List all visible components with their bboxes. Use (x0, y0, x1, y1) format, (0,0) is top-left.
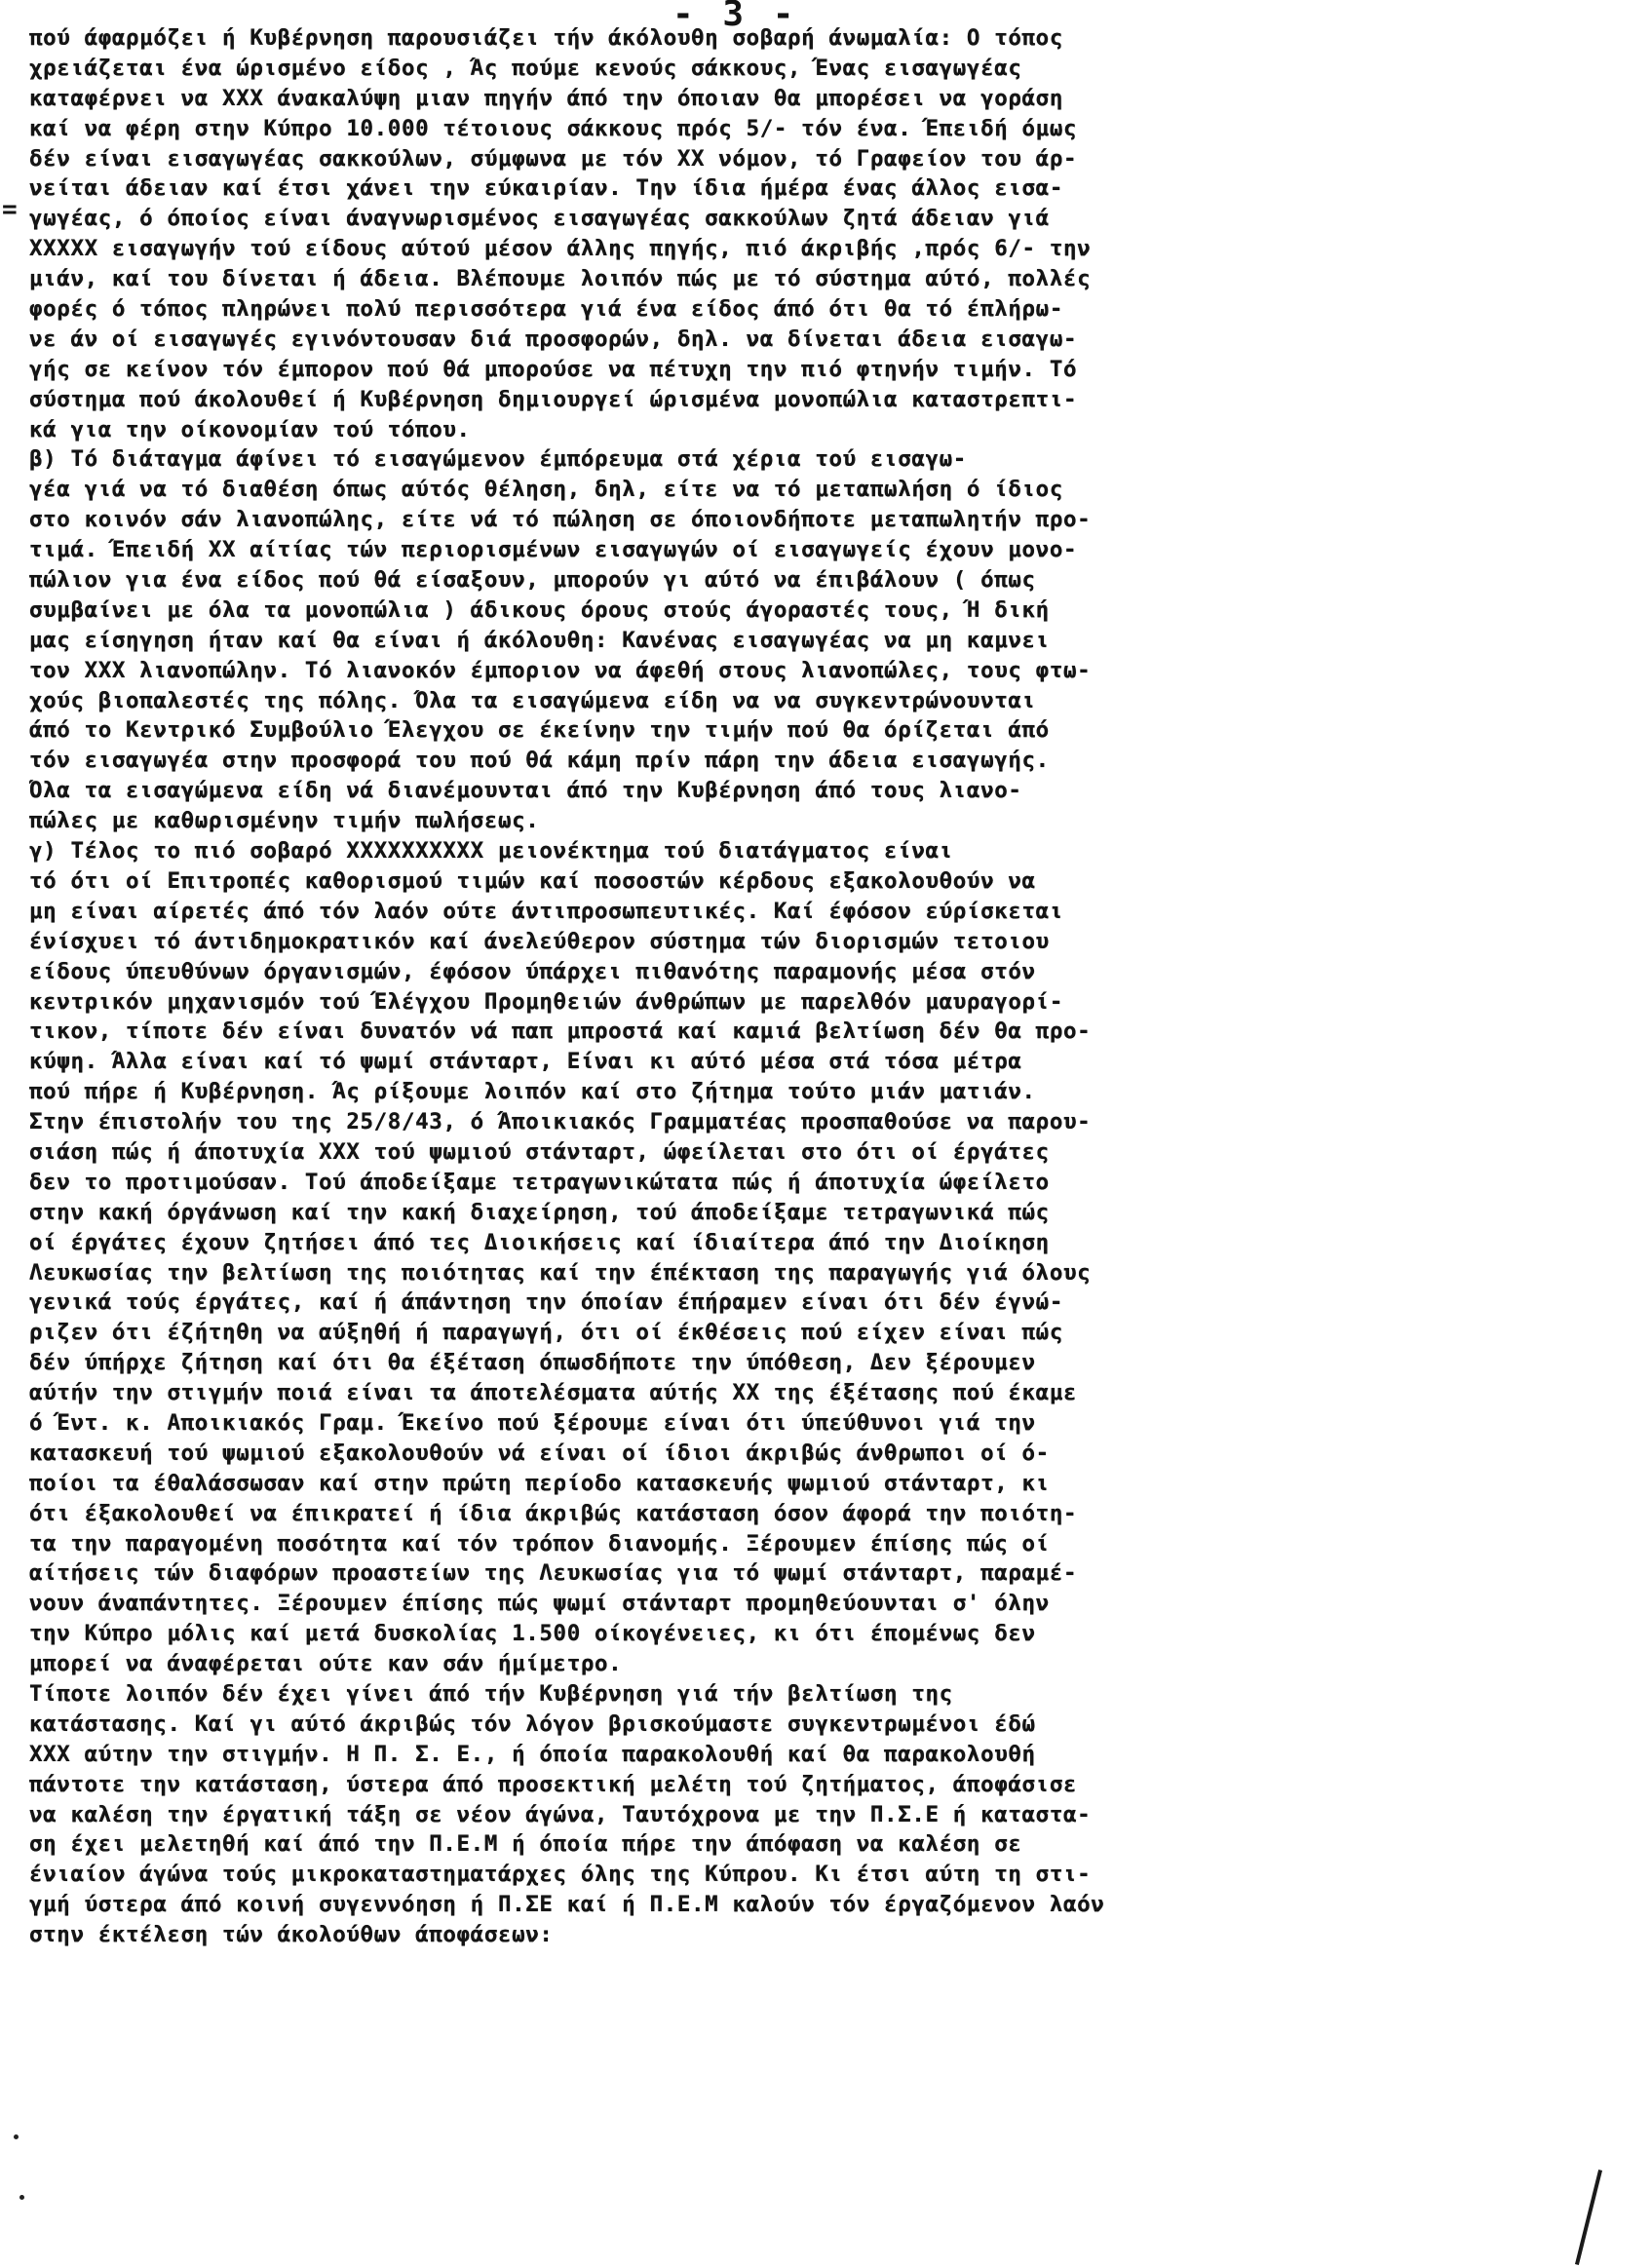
text-line: ένίσχυει τό άντιδημοκρατικόν καί άνελεύθερον σύστημα τών διορισμών τετοιου (29, 928, 1050, 954)
text-line: αίτήσεις τών διαφόρων προαστείων της Λευκωσίας για τό ψωμί στάνταρτ, παραμέ- (29, 1560, 1078, 1587)
text-line: αύτήν την στιγμήν ποιά είναι τα άποτελέσματα αύτής XX της έξέτασης πού έκαμε (29, 1380, 1078, 1406)
page-number: - 3 - (672, 0, 798, 34)
text-line: χρειάζεται ένα ώρισμένο είδος , Άς πούμε κενούς σάκκους, Ένας εισαγωγέας (29, 55, 1022, 81)
text-line: Τίποτε λοιπόν δέν έχει γίνει άπό τήν Κυβέρνηση γιά τήν βελτίωση της (29, 1680, 953, 1707)
text-line: καί να φέρη στην Κύπρο 10.000 τέτοιους σάκκους πρός 5/- τόν ένα. Έπειδή όμως (29, 115, 1078, 141)
text-line: να καλέση την έργατική τάξη σε νέον άγώνα, Ταυτόχρονα με την Π.Σ.Ε ή καταστα- (29, 1801, 1092, 1827)
text-line: κατάστασης. Καί γι αύτό άκριβώς τόν λόγον βρισκούμαστε συγκεντρωμένοι έδώ (29, 1711, 1036, 1737)
text-line: δεν το προτιμούσαν. Τού άποδείξαμε τετραγωνικώτατα πώς ή άποτυχία ώφείλετο (29, 1169, 1050, 1195)
text-line: άπό το Κεντρικό Συμβούλιο Έλεγχου σε έκείνην την τιμήν πού θα όρίζεται άπό (29, 717, 1050, 744)
text-line: ποίοι τα έθαλάσσωσαν καί στην πρώτη περίοδο κατασκευής ψωμιού στάνταρτ, κι (29, 1470, 1050, 1496)
text-line: νε άν οί εισαγωγές εγινόντουσαν διά προσφορών, δηλ. να δίνεται άδεια εισαγω- (29, 326, 1078, 352)
pen-stroke-mark (1575, 2170, 1602, 2265)
text-line: γής σε κείνον τόν έμπορον πού θά μπορούσε να πέτυχη την πιό φτηνήν τιμήν. Τό (29, 356, 1078, 382)
text-line: δέν ύπήρχε ζήτηση καί ότι θα έξέταση όπωσδήποτε την ύπόθεση, Δεν ξέρουμεν (29, 1350, 1036, 1376)
text-line: πού άφαρμόζει ή Κυβέρνηση παρουσιάζει τήν άκόλουθη σοβαρή άνωμαλία: Ο τόπος (29, 25, 1063, 51)
text-line: ό Έντ. κ. Αποικιακός Γραμ. Έκείνο πού ξέρουμε είναι ότι ύπεύθυνοι γιά την (29, 1409, 1036, 1436)
text-line: μη είναι αίρετές άπό τόν λαόν ούτε άντιπροσωπευτικές. Καί έφόσον εύρίσκεται (29, 898, 1063, 924)
text-line: κά για την οίκονομίαν τού τόπου. (29, 416, 471, 442)
text-line: Όλα τα εισαγώμενα είδη νά διανέμουνται άπό την Κυβέρνηση άπό τους λιανο- (29, 778, 1022, 804)
text-line: στο κοινόν σάν λιανοπώλης, είτε νά τό πώληση σε όποιονδήποτε μεταπωλητήν προ- (29, 507, 1092, 533)
text-line: μπορεί να άναφέρεται ούτε καν σάν ήμίμετρο. (29, 1651, 623, 1677)
text-line: κατασκευή τού ψωμιού εξακολουθούν νά είναι οί ίδιοι άκριβώς άνθρωποι οί ό- (29, 1440, 1050, 1466)
text-line: χούς βιοπαλεστές της πόλης. Όλα τα εισαγώμενα είδη να να συγκεντρώνουνται (29, 687, 1036, 713)
text-line: γ) Τέλος το πιό σοβαρό XXXXXXXXXX μειονέκτημα τού διατάγματος είναι (29, 838, 953, 865)
text-line: σιάση πώς ή άποτυχία XXX τού ψωμιού στάνταρτ, ώφείλεται στο ότι οί έργάτες (29, 1138, 1050, 1165)
text-line: φορές ό τόπος πληρώνει πολύ περισσότερα γιά ένα είδος άπό ότι θα τό έπλήρω- (29, 296, 1063, 323)
text-line: τον XXX λιανοπώλην. Τό λιανοκόν έμποριον να άφεθή στους λιανοπώλες, τους φτω- (29, 657, 1092, 683)
text-line: πώλιον για ένα είδος πού θά είσαξουν, μπορούν γι αύτό να έπιβάλουν ( όπως (29, 567, 1036, 594)
text-line: γενικά τούς έργάτες, καί ή άπάντηση την όποίαν έπήραμεν είναι ότι δέν έγνώ- (29, 1289, 1063, 1316)
text-line: συμβαίνει με όλα τα μονοπώλια ) άδικους όρους στούς άγοραστές τους, Ή δική (29, 596, 1050, 623)
text-line: τιμά. Έπειδή XX αίτίας τών περιορισμένων εισαγωγών οί εισαγωγείς έχουν μονο- (29, 537, 1078, 563)
text-line: τα την παραγομένη ποσότητα καί τόν τρόπον διανομής. Ξέρουμεν έπίσης πώς οί (29, 1530, 1050, 1557)
text-line: δέν είναι εισαγωγέας σακκούλων, σύμφωνα με τόν XX νόμον, τό Γραφείον του άρ- (29, 145, 1078, 172)
text-line: ένιαίον άγώνα τούς μικροκαταστηματάρχες όλης της Κύπρου. Κι έτσι αύτη τη στι- (29, 1862, 1092, 1888)
text-line: ότι έξακολουθεί να έπικρατεί ή ίδια άκριβώς κατάσταση όσον άφορά την ποιότη- (29, 1500, 1078, 1526)
text-line: τικον, τίποτε δέν είναι δυνατόν νά παπ μπροστά καί καμιά βελτίωση δέν θα προ- (29, 1019, 1092, 1045)
text-line: πώλες με καθωρισμένην τιμήν πωλήσεως. (29, 808, 540, 834)
speck-mark (14, 2134, 19, 2139)
margin-mark: = (2, 195, 18, 224)
text-line: γμή ύστερα άπό κοινή συγεννόηση ή Π.ΣΕ καί ή Π.Ε.Μ καλούν τόν έργαζόμενον λαόν (29, 1892, 1105, 1918)
text-line: πού πήρε ή Κυβέρνηση. Άς ρίξουμε λοιπόν καί στο ζήτημα τούτο μιάν ματιάν. (29, 1079, 1036, 1105)
text-line: Λευκωσίας την βελτίωση της ποιότητας καί την έπέκταση της παραγωγής γιά όλους (29, 1259, 1092, 1286)
text-line: ση έχει μελετηθή καί άπό την Π.Ε.Μ ή όποία πήρε την άπόφαση να καλέση σε (29, 1831, 1022, 1858)
text-line: την Κύπρο μόλις καί μετά δυσκολίας 1.500 οίκογένειες, κι ότι έπομένως δεν (29, 1621, 1036, 1647)
text-line: είδους ύπευθύνων όργανισμών, έφόσον ύπάρχει πιθανότης παραμονής μέσα στόν (29, 958, 1036, 984)
text-line: κεντρικόν μηχανισμόν τού Έλέγχου Προμηθειών άνθρώπων με παρελθόν μαυραγορί- (29, 988, 1063, 1015)
text-line: XXX αύτην την στιγμήν. Η Π. Σ. Ε., ή όποία παρακολουθή καί θα παρακολουθή (29, 1741, 1036, 1767)
text-line: XXXXX εισαγωγήν τού είδους αύτού μέσον άλλης πηγής, πιό άκριβής ,πρός 6/- την (29, 236, 1092, 262)
text-line: καταφέρνει να XXX άνακαλύψη μιαν πηγήν άπό την όποιαν θα μπορέσει να γοράση (29, 85, 1063, 111)
text-line: νουν άναπάντητες. Ξέρουμεν έπίσης πώς ψωμί στάνταρτ προμηθεύουνται σ' όλην (29, 1591, 1050, 1617)
text-line: γωγέας, ό όποίος είναι άναγνωρισμένος εισαγωγέας σακκούλων ζητά άδειαν γιά (29, 206, 1050, 232)
speck-mark (19, 2195, 24, 2200)
text-line: μιάν, καί του δίνεται ή άδεια. Βλέπουμε λοιπόν πώς με τό σύστημα αύτό, πολλές (29, 266, 1092, 292)
text-line: Στην έπιστολήν του της 25/8/43, ό Άποικιακός Γραμματέας προσπαθούσε να παρου- (29, 1109, 1092, 1135)
text-line: β) Τό διάταγμα άφίνει τό εισαγώμενον έμπόρευμα στά χέρια τού εισαγω- (29, 446, 967, 473)
text-line: σύστημα πού άκολουθεί ή Κυβέρνηση δημιουργεί ώρισμένα μονοπώλια καταστρεπτι- (29, 386, 1078, 412)
typed-text-body (29, 23, 1564, 1950)
text-line: οί έργάτες έχουν ζητήσει άπό τες Διοικήσεις καί ίδιαίτερα άπό την Διοίκηση (29, 1229, 1050, 1255)
text-line: τόν εισαγωγέα στην προσφορά του πού θά κάμη πρίν πάρη την άδεια εισαγωγής. (29, 748, 1050, 774)
text-line: στην κακή όργάνωση καί την κακή διαχείρηση, τού άποδείξαμε τετραγωνικά πώς (29, 1199, 1050, 1225)
text-line: πάντοτε την κατάσταση, ύστερα άπό προσεκτική μελέτη τού ζητήματος, άποφάσισε (29, 1771, 1078, 1797)
text-line: τό ότι οί Επιτροπές καθορισμού τιμών καί ποσοστών κέρδους εξακολουθούν να (29, 867, 1036, 894)
text-line: ριζεν ότι έζήτηθη να αύξηθή ή παραγωγή, ότι οί έκθέσεις πού είχεν είναι πώς (29, 1320, 1063, 1346)
text-line: νείται άδειαν καί έτσι χάνει την εύκαιρίαν. Την ίδια ήμέρα ένας άλλος εισα- (29, 175, 1063, 202)
text-line: μας είσηγηση ήταν καί θα είναι ή άκόλουθη: Κανένας εισαγωγέας να μη καμνει (29, 627, 1050, 653)
text-line: γέα γιά να τό διαθέση όπως αύτός θέληση, δηλ, είτε να τό μεταπωλήση ό ίδιος (29, 477, 1063, 503)
text-line: στην έκτέλεση τών άκολούθων άποφάσεων: (29, 1922, 554, 1948)
text-line: κύψη. Άλλα είναι καί τό ψωμί στάνταρτ, Είναι κι αύτό μέσα στά τόσα μέτρα (29, 1049, 1022, 1075)
